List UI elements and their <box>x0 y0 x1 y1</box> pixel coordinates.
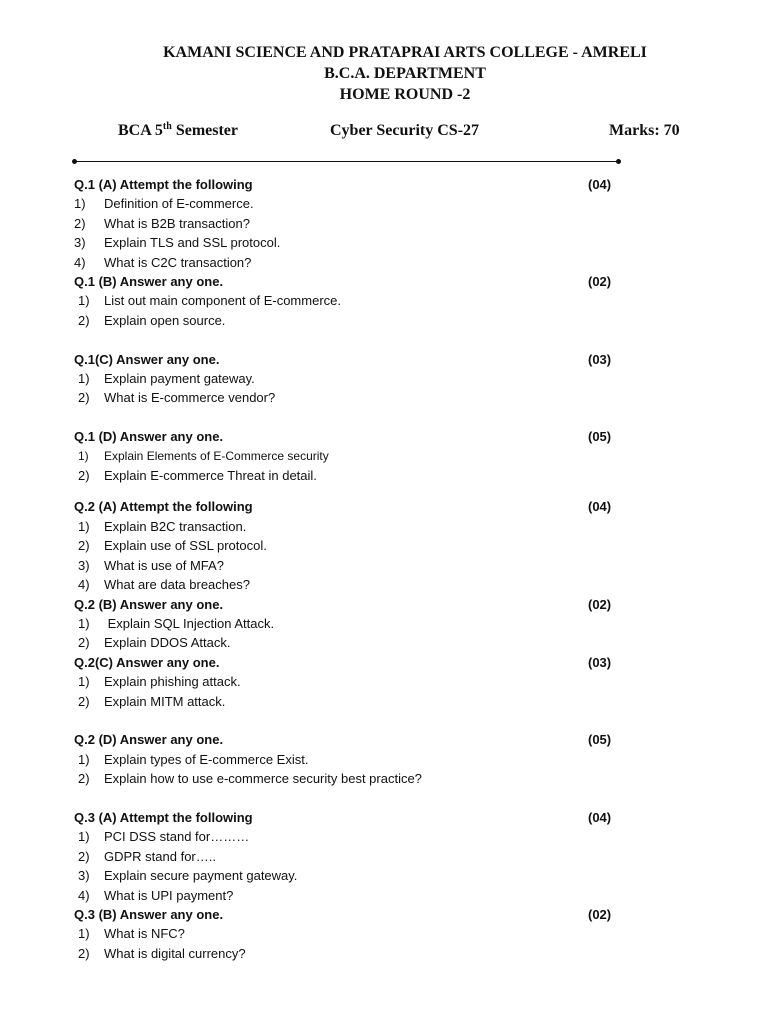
list-item: 1) Explain Elements of E-Commerce security <box>78 448 329 463</box>
section-heading: Q.1(C) Answer any one. (03) <box>74 351 612 367</box>
section-heading: Q.3 (A) Attempt the following (04) <box>74 809 612 825</box>
section-heading: Q.2(C) Answer any one. (03) <box>74 654 612 670</box>
section-heading: Q.3 (B) Answer any one. (02) <box>74 906 612 922</box>
divider-left-dot <box>72 159 77 164</box>
question-list <box>74 175 634 963</box>
list-item: 2) Explain E-commerce Threat in detail. <box>78 468 317 484</box>
list-item: 4) What is UPI payment? <box>78 887 234 903</box>
section-heading: Q.1 (B) Answer any one. (02) <box>74 274 612 290</box>
list-item: 1) Definition of E-commerce. <box>74 196 254 212</box>
list-item: 2) Explain open source. <box>78 312 226 328</box>
list-item: 3) Explain TLS and SSL protocol. <box>74 235 281 251</box>
list-item: 1) Explain SQL Injection Attack. <box>78 615 275 631</box>
list-item: 4) What are data breaches? <box>78 577 250 593</box>
section-heading: Q.2 (D) Answer any one. (05) <box>74 732 612 748</box>
list-item: 1) What is NFC? <box>78 926 185 942</box>
list-item: 2) Explain DDOS Attack. <box>78 635 231 651</box>
list-item: 1) List out main component of E-commerce. <box>78 293 341 309</box>
list-item: 1) Explain phishing attack. <box>78 674 241 690</box>
total-marks: Marks: 70 <box>609 122 680 139</box>
section-heading: Q.2 (B) Answer any one. (02) <box>74 596 612 612</box>
list-item: 2) Explain MITM attack. <box>78 693 226 709</box>
list-item: 4) What is C2C transaction? <box>74 254 252 270</box>
college-name: KAMANI SCIENCE AND PRATAPRAI ARTS COLLEGE - AMRELI <box>163 44 647 61</box>
course-semester: BCA 5th Semester <box>118 121 238 139</box>
department-name: B.C.A. DEPARTMENT <box>324 65 486 82</box>
list-item: 2) What is E-commerce vendor? <box>78 390 276 406</box>
list-item: 2) GDPR stand for….. <box>78 848 216 864</box>
exam-title: HOME ROUND -2 <box>339 86 471 103</box>
divider-line <box>74 161 619 162</box>
section-heading: Q.2 (A) Attempt the following (04) <box>74 499 612 515</box>
list-item: 3) Explain secure payment gateway. <box>78 868 298 884</box>
list-item: 1) PCI DSS stand for……… <box>78 829 250 845</box>
list-item: 2) What is digital currency? <box>78 945 246 961</box>
divider-right-dot <box>616 159 621 164</box>
list-item: 1) Explain payment gateway. <box>78 371 255 387</box>
list-item: 2) Explain use of SSL protocol. <box>78 538 267 554</box>
list-item: 1) Explain types of E-commerce Exist. <box>78 751 309 767</box>
list-item: 2) What is B2B transaction? <box>74 215 250 231</box>
list-item: 3) What is use of MFA? <box>78 557 224 573</box>
list-item: 1) Explain B2C transaction. <box>78 518 247 534</box>
list-item: 2) Explain how to use e-commerce security best practice? <box>78 771 422 787</box>
section-heading: Q.1 (D) Answer any one. (05) <box>74 429 612 445</box>
section-heading: Q.1 (A) Attempt the following (04) <box>74 177 612 192</box>
subject-name: Cyber Security CS-27 <box>330 122 480 139</box>
